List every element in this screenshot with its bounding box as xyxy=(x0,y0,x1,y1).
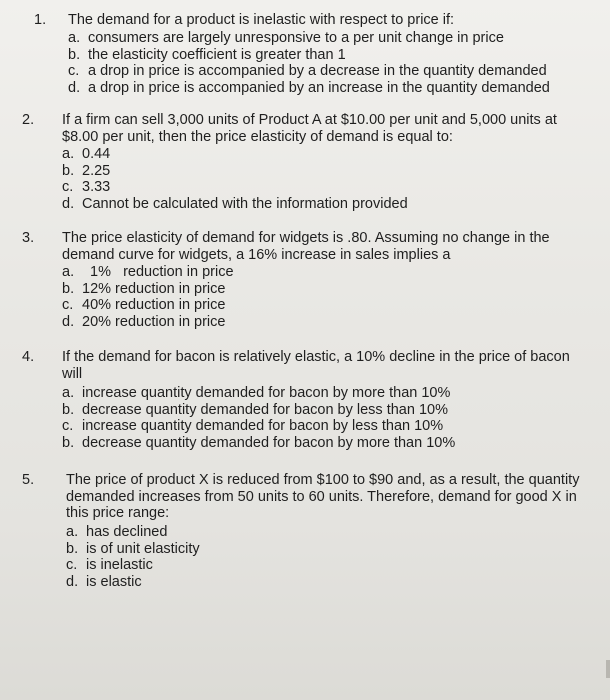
option xyxy=(62,418,582,435)
option-text: 40% reduction in price xyxy=(82,297,226,314)
options-list xyxy=(66,524,586,590)
option-letter: d. xyxy=(68,79,81,96)
question-number: 5. xyxy=(22,472,35,488)
option-text: increase quantity demanded for bacon by less than 10% xyxy=(82,418,444,435)
option-text: 3.33 xyxy=(82,179,111,196)
option xyxy=(62,281,582,298)
option-letter: c. xyxy=(62,179,74,196)
option xyxy=(62,163,582,180)
option-text: 20% reduction in price xyxy=(82,313,226,330)
option-text: 12% reduction in price xyxy=(82,280,226,297)
option-text: 1% reduction in price xyxy=(82,264,234,280)
option-letter: d. xyxy=(62,313,75,330)
option-text: is of unit elasticity xyxy=(86,540,200,557)
option-letter: b. xyxy=(62,280,75,297)
option-letter: a. xyxy=(62,385,75,401)
option xyxy=(66,541,586,558)
option-letter: b. xyxy=(62,401,75,418)
option-letter: a. xyxy=(66,524,79,540)
page-edge-mark xyxy=(606,660,610,678)
option-text: a drop in price is accompanied by an increase in the quantity demanded xyxy=(88,79,550,96)
option-text: decrease quantity demanded for bacon by less than 10% xyxy=(82,401,448,418)
option xyxy=(66,557,586,574)
option-text: increase quantity demanded for bacon by more than 10% xyxy=(82,385,451,401)
option xyxy=(68,47,588,64)
question-number: 1. xyxy=(34,12,47,28)
option-letter: c. xyxy=(62,297,74,314)
option-letter: c. xyxy=(68,63,80,80)
options-list xyxy=(68,30,588,96)
option xyxy=(68,80,588,97)
question-number: 2. xyxy=(22,112,35,128)
option-letter: b. xyxy=(66,540,79,557)
option-letter: a. xyxy=(68,30,81,46)
option xyxy=(66,524,586,541)
option-text: is inelastic xyxy=(86,557,153,574)
option-letter: a. xyxy=(62,264,75,280)
option-text: decrease quantity demanded for bacon by more than 10% xyxy=(82,434,456,451)
option-text: Cannot be calculated with the information provided xyxy=(82,195,408,212)
option-text: 2.25 xyxy=(82,162,111,179)
option xyxy=(62,402,582,419)
option-text: 0.44 xyxy=(82,146,111,162)
option xyxy=(62,196,582,213)
option-text: is elastic xyxy=(86,573,142,590)
option-letter: d. xyxy=(66,573,79,590)
option-letter: d. xyxy=(62,195,75,212)
option-letter: b. xyxy=(62,162,75,179)
question-number: 3. xyxy=(22,230,35,246)
option xyxy=(68,63,588,80)
question-text: If a firm can sell 3,000 units of Product A at $10.00 per unit and 5,000 units at $8.00 per unit, then the price elasticity of demand is equal to: xyxy=(62,112,557,145)
option-text: the elasticity coefficient is greater than 1 xyxy=(88,46,346,63)
option xyxy=(62,435,582,452)
option xyxy=(62,146,582,163)
question-number: 4. xyxy=(22,349,35,365)
option xyxy=(66,574,586,591)
option xyxy=(62,385,582,402)
option xyxy=(62,314,582,331)
options-list xyxy=(62,146,582,212)
question-text: The price elasticity of demand for widgets is .80. Assuming no change in the demand curve for widgets, a 16% increase in sales implies a xyxy=(62,230,550,263)
question-text: If the demand for bacon is relatively elastic, a 10% decline in the price of bacon will xyxy=(62,349,570,382)
option-letter: c. xyxy=(66,557,78,574)
options-list xyxy=(62,385,582,451)
option-letter: b. xyxy=(62,434,75,451)
option-letter: c. xyxy=(62,418,74,435)
option-text: has declined xyxy=(86,524,168,540)
option xyxy=(68,30,588,47)
question-text: The demand for a product is inelastic with respect to price if: xyxy=(68,12,455,28)
options-list xyxy=(62,264,582,330)
option-letter: a. xyxy=(62,146,75,162)
option-text: a drop in price is accompanied by a decrease in the quantity demanded xyxy=(88,63,547,80)
option xyxy=(62,264,582,281)
option-letter: b. xyxy=(68,46,81,63)
question-text: The price of product X is reduced from $100 to $90 and, as a result, the quantity demanded increases from 50 units to 60 units. Therefore, demand for good X in this price range: xyxy=(66,472,580,522)
option xyxy=(62,297,582,314)
option xyxy=(62,179,582,196)
option-text: consumers are largely unresponsive to a per unit change in price xyxy=(88,30,504,46)
